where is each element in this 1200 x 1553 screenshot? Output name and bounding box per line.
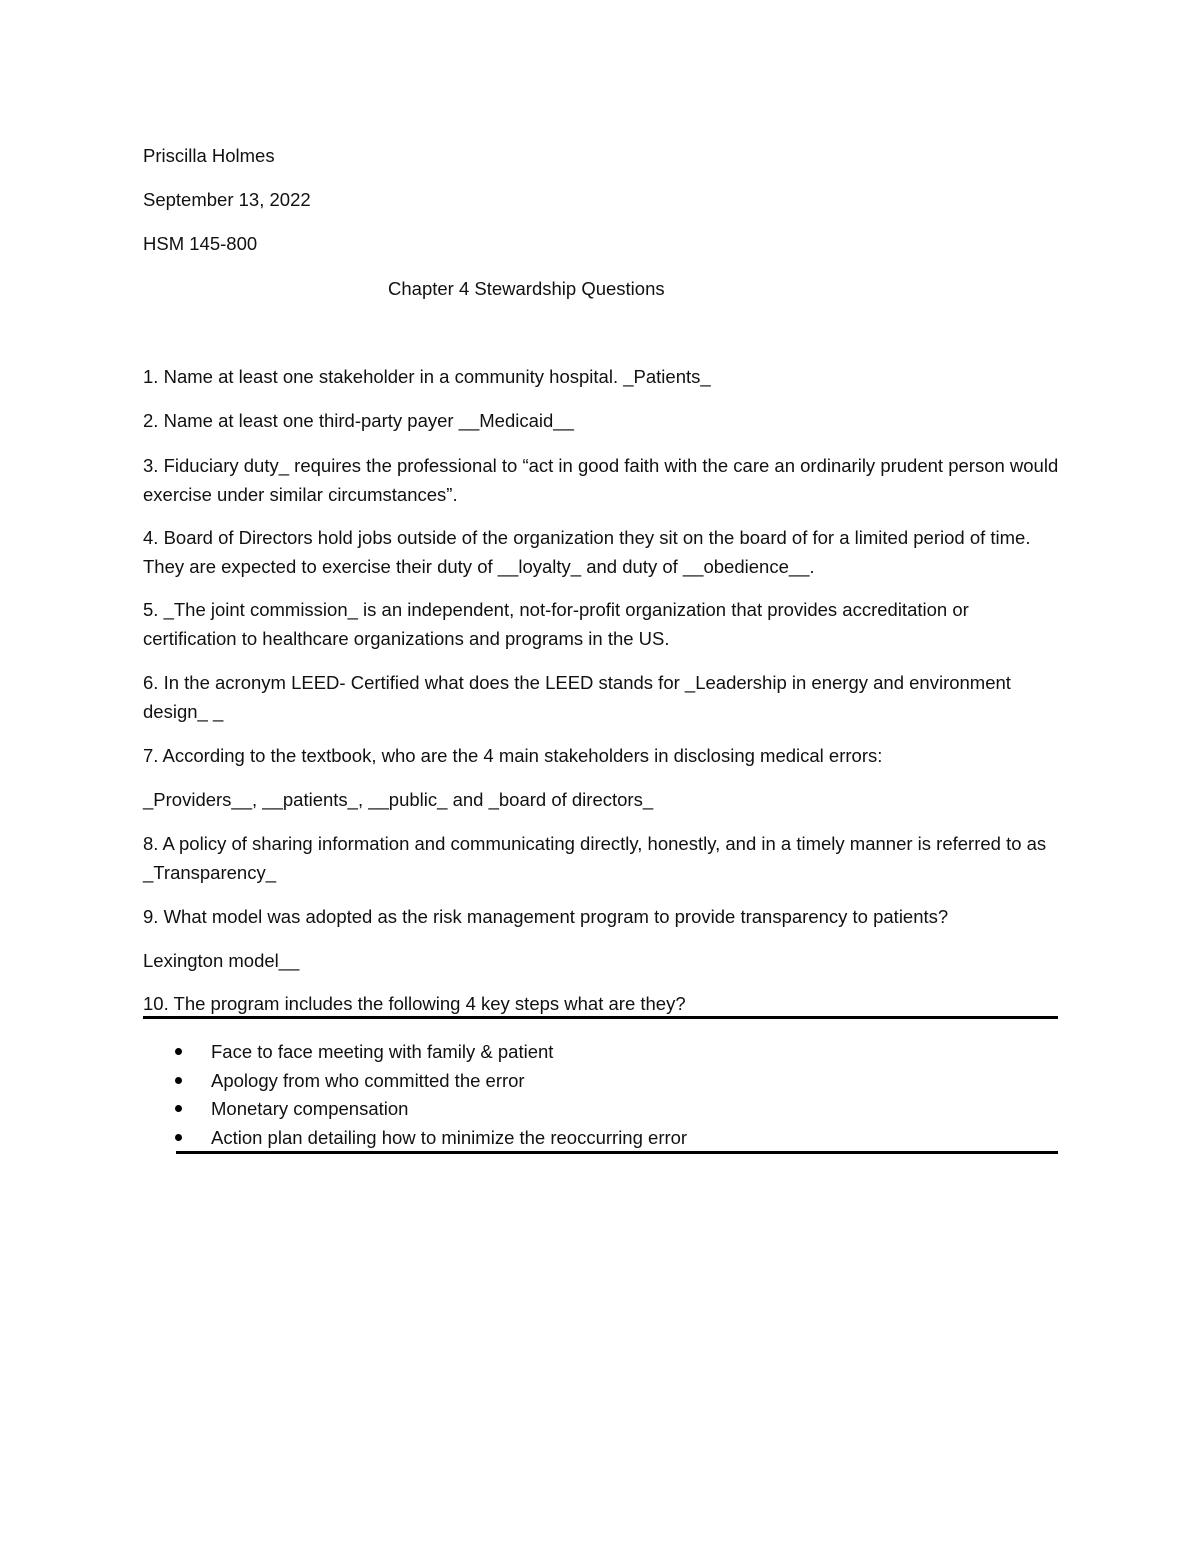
question-text: _The joint commission_ is an independent, not-for-profit organization that provides accreditation or certification to healthcare organizations and programs in the US. (143, 599, 969, 649)
question-text: A policy of sharing information and communicating directly, honestly, and in a timely manner is referred to as _Transparency_ (143, 833, 1047, 883)
horizontal-rule (143, 1016, 1058, 1019)
bullet-icon (175, 1077, 182, 1084)
author-name: Priscilla Holmes (143, 145, 275, 166)
step-text: Monetary compensation (211, 1098, 409, 1119)
list-item (170, 1038, 687, 1067)
question-text: Fiduciary duty_ requires the professional to “act in good faith with the care an ordinarily prudent person would exercise under similar circumstances”. (143, 455, 1059, 505)
question-5 (143, 595, 1063, 653)
question-number: 1. (143, 366, 159, 387)
step-text: Face to face meeting with family & patient (211, 1041, 554, 1062)
list-item (170, 1124, 687, 1153)
question-6 (143, 668, 1063, 726)
page-title: Chapter 4 Stewardship Questions (388, 278, 665, 299)
bullet-icon (175, 1134, 182, 1141)
question-number: 5. (143, 599, 159, 620)
course-code: HSM 145-800 (143, 233, 258, 254)
question-9 (143, 902, 1063, 931)
step-text: Apology from who committed the error (211, 1069, 525, 1091)
answer-7 (143, 785, 1063, 814)
steps-list (170, 1038, 687, 1152)
question-7 (143, 741, 1063, 770)
horizontal-rule (176, 1151, 1058, 1154)
list-item (170, 1095, 687, 1124)
question-number: 8. (143, 833, 159, 854)
question-text: Board of Directors hold jobs outside of the organization they sit on the board of for a limited period of time. They are expected to exercise their duty of __loyalty_ and duty of __obedience__. (143, 527, 1031, 577)
question-number: 9. (143, 906, 159, 927)
question-1 (143, 362, 1063, 391)
answer-9 (143, 946, 1063, 975)
answer-text: Lexington model__ (143, 950, 300, 971)
question-text: Name at least one stakeholder in a community hospital. _Patients_ (158, 366, 711, 387)
question-text: According to the textbook, who are the 4 main stakeholders in disclosing medical errors: (158, 745, 883, 766)
question-text: What model was adopted as the risk management program to provide transparency to patients? (158, 906, 949, 927)
question-text: Name at least one third-party payer __Medicaid__ (158, 410, 574, 431)
list-item (170, 1067, 687, 1096)
question-4 (143, 523, 1063, 581)
question-text: In the acronym LEED- Certified what does the LEED stands for _Leadership in energy and environment design_ _ (143, 672, 1011, 722)
question-number: 2. (143, 410, 159, 431)
question-number: 6. (143, 672, 159, 693)
document-date: September 13, 2022 (143, 189, 311, 210)
step-text: Action plan detailing how to minimize the reoccurring error (211, 1126, 688, 1148)
question-number: 3. (143, 455, 159, 476)
question-8 (143, 829, 1063, 887)
bullet-icon (175, 1048, 182, 1055)
question-2 (143, 406, 1063, 435)
question-number: 7. (143, 745, 159, 766)
answer-text: _Providers__, __patients_, __public_ and _board of directors_ (143, 789, 654, 810)
question-3 (143, 451, 1063, 509)
bullet-icon (175, 1105, 182, 1112)
question-10: 10. The program includes the following 4 key steps what are they? (143, 993, 686, 1014)
question-number: 4. (143, 527, 159, 548)
